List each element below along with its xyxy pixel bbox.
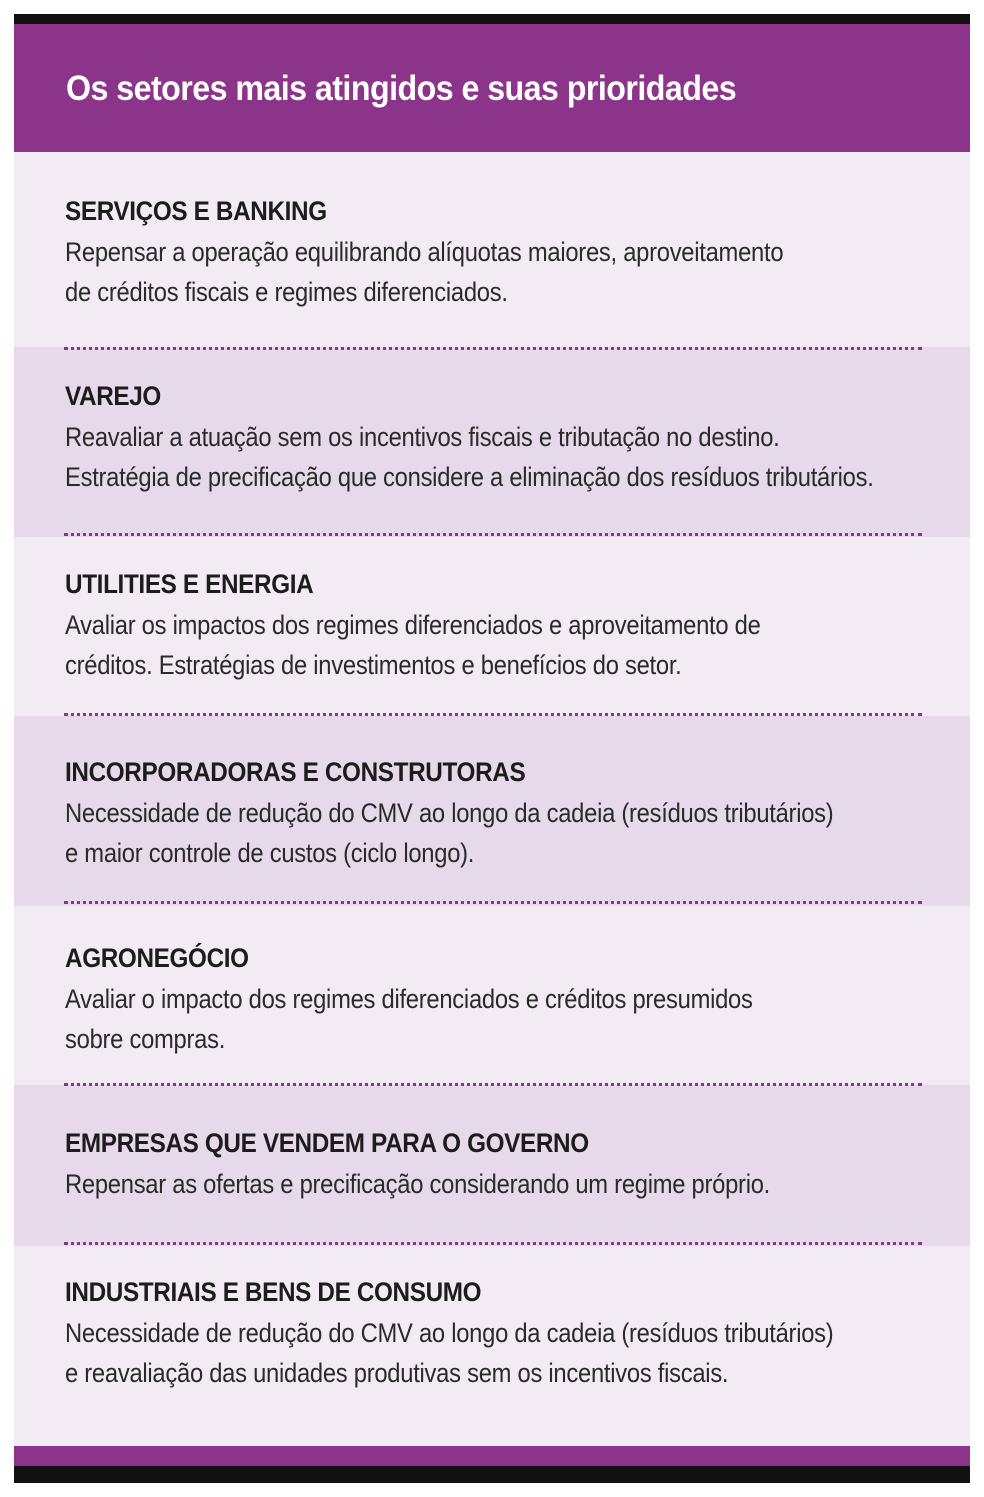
section-description: Necessidade de redução do CMV ao longo da cadeia (resíduos tributários) e maior controle de custos (ciclo longo). bbox=[65, 798, 834, 868]
section-industriais-bens-consumo bbox=[14, 1246, 970, 1446]
section-description: Avaliar os impactos dos regimes diferenciados e aproveitamento de créditos. Estratégias de investimentos e benefícios do setor. bbox=[65, 610, 761, 680]
section-varejo bbox=[14, 347, 970, 537]
section-heading: INDUSTRIAIS E BENS DE CONSUMO bbox=[65, 1277, 482, 1307]
section-description: Reavaliar a atuação sem os incentivos fiscais e tributação no destino. Estratégia de precificação que considere a eliminação dos resíduos tributários. bbox=[65, 422, 874, 492]
section-heading: AGRONEGÓCIO bbox=[65, 943, 249, 973]
section-heading: INCORPORADORAS E CONSTRUTORAS bbox=[65, 757, 526, 787]
section-utilities-energia bbox=[14, 537, 970, 716]
section-divider bbox=[64, 1083, 922, 1086]
section-divider bbox=[64, 901, 922, 904]
section-servicos-banking bbox=[14, 152, 970, 347]
section-agronegocio bbox=[14, 906, 970, 1085]
sector-list bbox=[14, 152, 970, 1446]
section-heading: UTILITIES E ENERGIA bbox=[65, 569, 314, 599]
section-incorporadoras-construtoras bbox=[14, 716, 970, 906]
section-heading: VAREJO bbox=[65, 381, 161, 411]
bottom-accent-bar bbox=[14, 1446, 970, 1466]
section-description: Necessidade de redução do CMV ao longo da cadeia (resíduos tributários) e reavaliação das unidades produtivas sem os incentivos fiscais. bbox=[65, 1318, 834, 1388]
section-divider bbox=[64, 533, 922, 536]
section-divider bbox=[64, 1242, 922, 1245]
header-banner bbox=[14, 24, 970, 152]
section-description: Repensar a operação equilibrando alíquotas maiores, aproveitamento de créditos fiscais e regimes diferenciados. bbox=[65, 237, 784, 307]
top-frame-bar bbox=[14, 14, 970, 24]
section-description: Avaliar o impacto dos regimes diferenciados e créditos presumidos sobre compras. bbox=[65, 984, 753, 1054]
page-title: Os setores mais atingidos e suas prioridades bbox=[66, 69, 737, 108]
section-empresas-governo bbox=[14, 1085, 970, 1246]
section-heading: EMPRESAS QUE VENDEM PARA O GOVERNO bbox=[65, 1128, 589, 1158]
section-divider bbox=[64, 713, 922, 716]
bottom-frame-bar bbox=[14, 1466, 970, 1483]
section-heading: SERVIÇOS E BANKING bbox=[65, 196, 327, 226]
section-description: Repensar as ofertas e precificação considerando um regime próprio. bbox=[65, 1169, 771, 1199]
section-divider bbox=[64, 347, 922, 350]
